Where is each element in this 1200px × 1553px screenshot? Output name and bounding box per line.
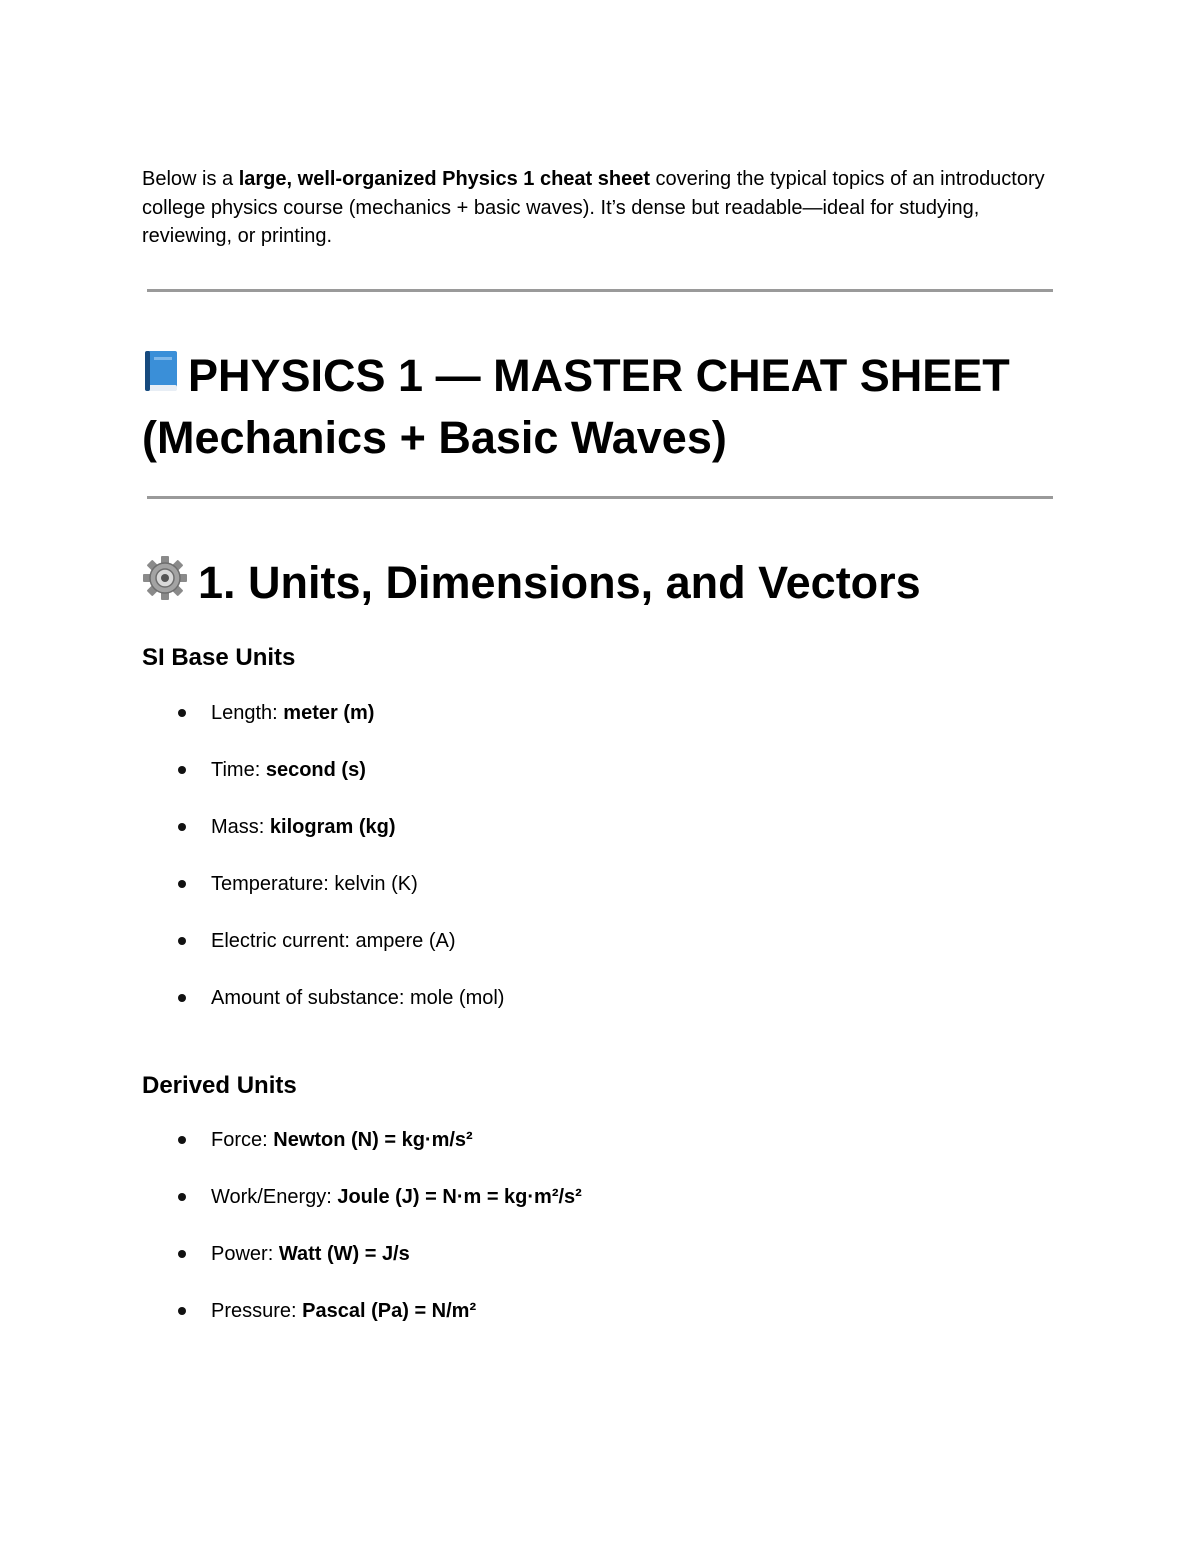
bullet	[178, 937, 186, 945]
item-value: Joule (J) = N·m = kg·m²/s²	[337, 1186, 582, 1208]
item-value: Watt (W) = J/s	[278, 1243, 410, 1265]
item-label: Work/Energy:	[211, 1186, 338, 1208]
base-units-list	[0, 699, 504, 1041]
item-value: Pascal (Pa) = N/m²	[302, 1300, 477, 1322]
derived-units-list	[0, 1126, 582, 1354]
bullet	[178, 823, 186, 831]
bullet	[178, 1307, 186, 1315]
list-item	[0, 1297, 582, 1354]
item-value: Newton (N) = kg·m/s²	[273, 1129, 473, 1151]
book-icon	[142, 348, 182, 408]
item-label: Electric current: ampere (A)	[211, 930, 456, 952]
subheading-base-units: SI Base Units	[142, 644, 296, 671]
list-item	[0, 1183, 582, 1240]
list-item	[0, 984, 504, 1041]
intro-paragraph	[142, 165, 1062, 251]
item-value: kilogram (kg)	[269, 816, 396, 838]
intro-text-end: covering the typical topics of an introductory college physics course (mechanics + basic waves). It’s dense but readable—ideal for studying, reviewing, or printing.	[142, 168, 1045, 247]
item-label: Pressure:	[211, 1300, 303, 1322]
list-item	[0, 1126, 582, 1183]
title-line-2: (Mechanics + Basic Waves)	[142, 412, 727, 463]
bullet	[178, 1250, 186, 1258]
horizontal-divider	[147, 289, 1053, 292]
intro-bold-phrase: large, well-organized Physics 1 cheat sheet	[238, 168, 650, 190]
item-label: Length:	[211, 702, 284, 724]
list-item	[0, 1240, 582, 1297]
horizontal-divider	[147, 496, 1053, 499]
item-label: Amount of substance: mole (mol)	[211, 987, 505, 1009]
list-item	[0, 870, 504, 927]
bullet	[178, 1193, 186, 1201]
bullet	[178, 1136, 186, 1144]
item-value: meter (m)	[283, 702, 375, 724]
page-title	[142, 346, 1102, 468]
list-item	[0, 813, 504, 870]
item-label: Temperature: kelvin (K)	[211, 873, 418, 895]
item-label: Mass:	[211, 816, 270, 838]
bullet	[178, 709, 186, 717]
item-value: second (s)	[265, 759, 366, 781]
subheading-derived-units: Derived Units	[142, 1072, 297, 1099]
list-item	[0, 699, 504, 756]
bullet	[178, 994, 186, 1002]
title-line-1: PHYSICS 1 — MASTER CHEAT SHEET	[188, 350, 1010, 401]
section-heading-text: 1. Units, Dimensions, and Vectors	[198, 557, 921, 608]
bullet	[178, 880, 186, 888]
section-heading	[142, 555, 921, 614]
item-label: Time:	[211, 759, 266, 781]
item-label: Force:	[211, 1129, 274, 1151]
gear-icon	[142, 555, 188, 614]
list-item	[0, 927, 504, 984]
list-item	[0, 756, 504, 813]
bullet	[178, 766, 186, 774]
item-label: Power:	[211, 1243, 279, 1265]
intro-text-start: Below is a	[142, 168, 239, 190]
